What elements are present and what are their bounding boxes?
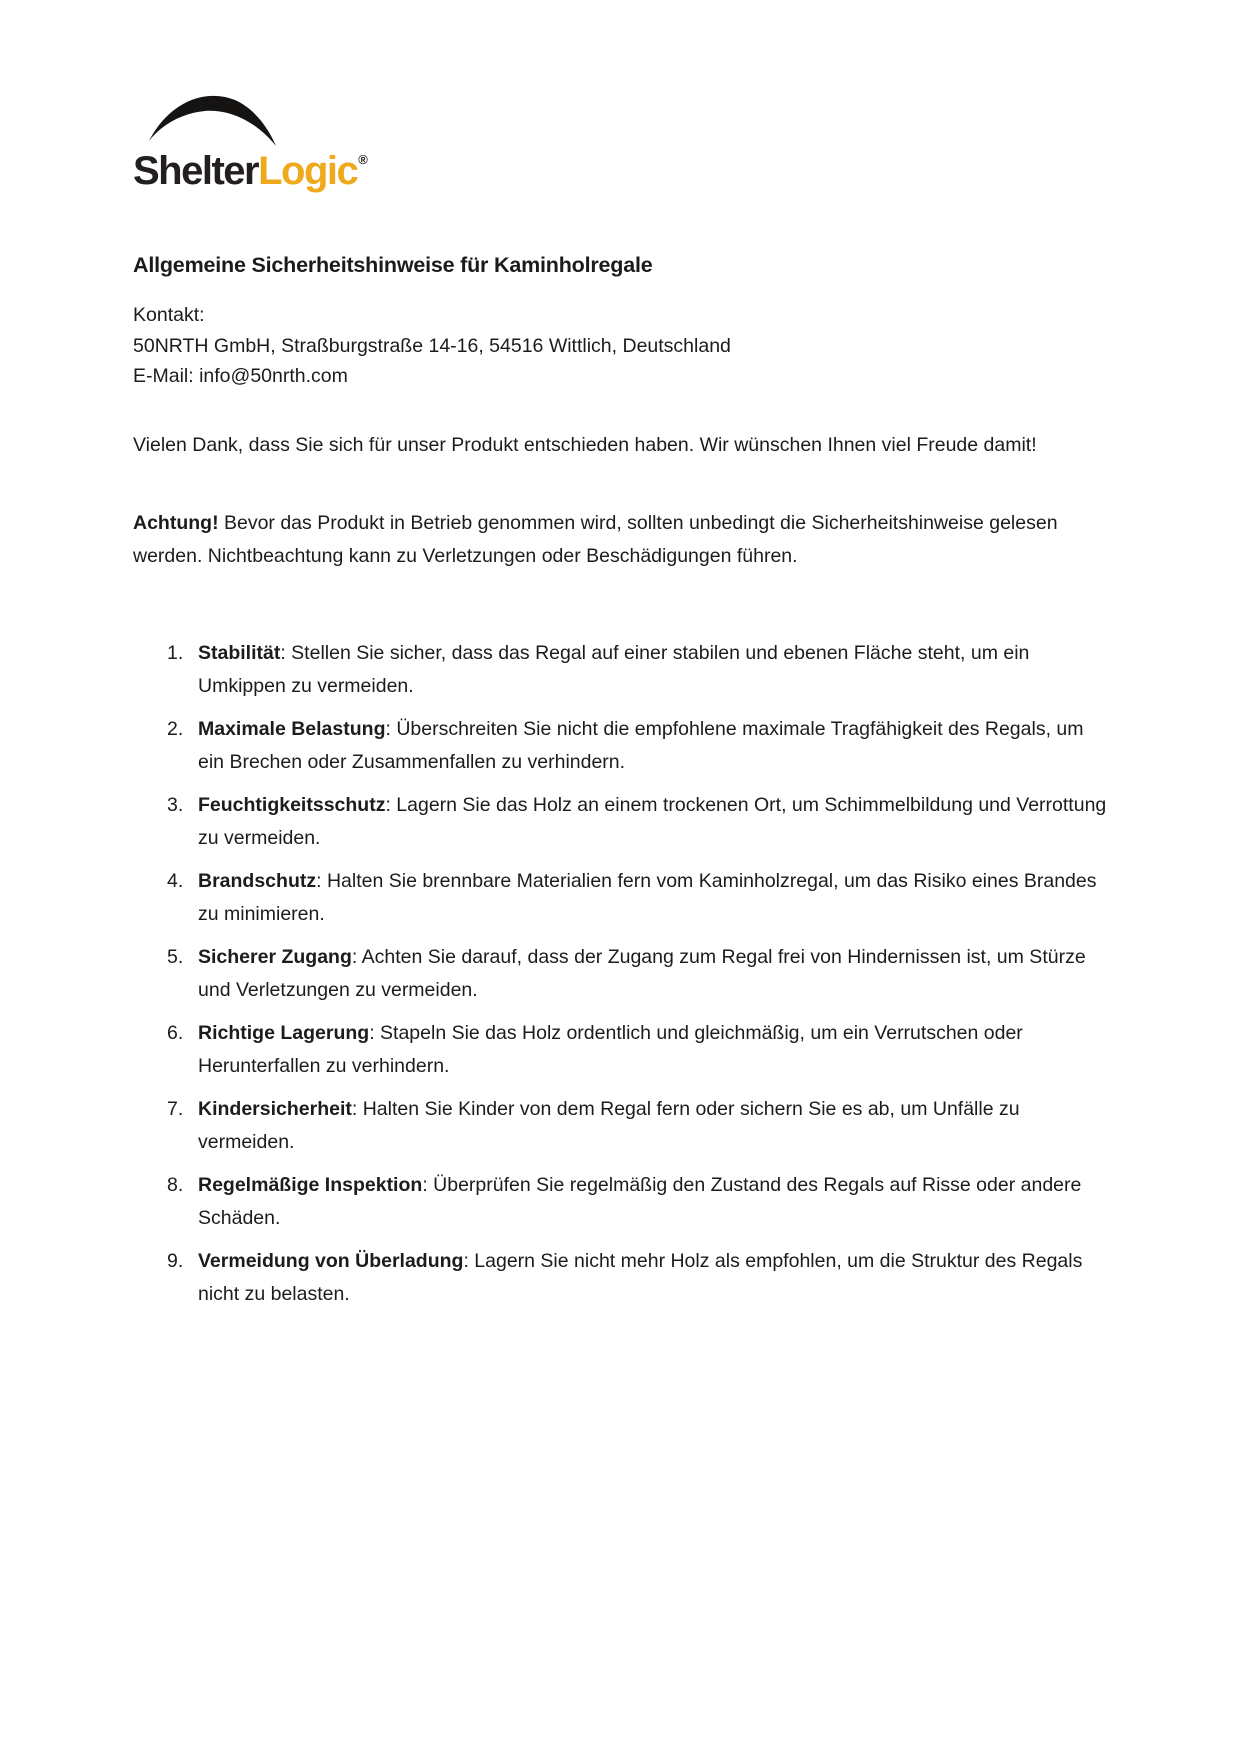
- safety-item-text: [198, 865, 1110, 931]
- contact-email: E-Mail: info@50nrth.com: [133, 365, 348, 387]
- safety-term: Regelmäßige Inspektion: [198, 1173, 423, 1196]
- safety-description: : Stapeln Sie das Holz ordentlich und gleichmäßig, um ein Verrutschen oder Herunterfallen zu verhindern.: [198, 1021, 1023, 1077]
- list-number: 7.: [167, 1097, 184, 1120]
- list-number: 5.: [167, 945, 184, 968]
- safety-description: : Lagern Sie nicht mehr Holz als empfohlen, um die Struktur des Regals nicht zu belasten.: [198, 1249, 1083, 1305]
- safety-term: Sicherer Zugang: [198, 945, 352, 968]
- list-number: 4.: [167, 869, 184, 892]
- safety-item-text: [198, 1245, 1110, 1311]
- safety-item-text: [198, 1017, 1110, 1083]
- page-title: Allgemeine Sicherheitshinweise für Kaminholregale: [133, 253, 653, 277]
- list-number: 2.: [167, 717, 184, 740]
- safety-item: [133, 1245, 1111, 1311]
- safety-list: [133, 637, 1111, 1311]
- shelterlogic-swoosh-icon: [149, 88, 277, 148]
- shelterlogic-wordmark: [133, 149, 368, 193]
- safety-description: : Lagern Sie das Holz an einem trockenen Ort, um Schimmelbildung und Verrottung zu vermeiden.: [198, 793, 1107, 849]
- safety-description: : Halten Sie brennbare Materialien fern vom Kaminholzregal, um das Risiko eines Brandes zu minimieren.: [198, 869, 1097, 925]
- list-number: 3.: [167, 793, 184, 816]
- list-number: 8.: [167, 1173, 184, 1196]
- contact-block: [133, 300, 1111, 392]
- safety-item-text: [198, 789, 1110, 855]
- safety-item-text: [198, 713, 1110, 779]
- safety-item-text: [198, 941, 1110, 1007]
- safety-item: [133, 637, 1111, 703]
- safety-item: [133, 1169, 1111, 1235]
- warning-paragraph: [133, 507, 1111, 573]
- brand-name-shelter: Shelter: [133, 149, 259, 193]
- warning-label: Achtung!: [133, 511, 219, 534]
- contact-label: Kontakt:: [133, 304, 205, 326]
- safety-item-text: [198, 1169, 1110, 1235]
- contact-address: 50NRTH GmbH, Straßburgstraße 14-16, 54516 Wittlich, Deutschland: [133, 334, 731, 357]
- safety-item: [133, 789, 1111, 855]
- safety-term: Brandschutz: [198, 869, 317, 892]
- safety-term: Feuchtigkeitsschutz: [198, 793, 386, 816]
- safety-item-text: [198, 637, 1110, 703]
- safety-description: : Halten Sie Kinder von dem Regal fern oder sichern Sie es ab, um Unfälle zu vermeiden.: [198, 1097, 1020, 1153]
- safety-item: [133, 865, 1111, 931]
- list-number: 6.: [167, 1021, 184, 1044]
- intro-paragraph: Vielen Dank, dass Sie sich für unser Produkt entschieden haben. Wir wünschen Ihnen viel Freude damit!: [133, 433, 1037, 456]
- shelterlogic-logo: [133, 88, 368, 193]
- safety-term: Richtige Lagerung: [198, 1021, 370, 1044]
- safety-description: : Achten Sie darauf, dass der Zugang zum Regal frei von Hindernissen ist, um Stürze und Verletzungen zu vermeiden.: [198, 945, 1086, 1001]
- warning-text: Bevor das Produkt in Betrieb genommen wird, sollten unbedingt die Sicherheitshinweise gelesen werden. Nichtbeachtung kann zu Verletzungen oder Beschädigungen führen.: [133, 511, 1058, 567]
- safety-item: [133, 941, 1111, 1007]
- safety-description: : Überprüfen Sie regelmäßig den Zustand des Regals auf Risse oder andere Schäden.: [198, 1173, 1082, 1229]
- safety-item: [133, 1093, 1111, 1159]
- safety-description: : Überschreiten Sie nicht die empfohlene maximale Tragfähigkeit des Regals, um ein Brechen oder Zusammenfallen zu verhindern.: [198, 717, 1084, 773]
- safety-term: Kindersicherheit: [198, 1097, 352, 1120]
- safety-term: Maximale Belastung: [198, 717, 386, 740]
- brand-name-logic: Logic: [258, 149, 358, 193]
- safety-description: : Stellen Sie sicher, dass das Regal auf einer stabilen und ebenen Fläche steht, um ein Umkippen zu vermeiden.: [198, 641, 1030, 697]
- safety-term: Stabilität: [198, 641, 281, 664]
- list-number: 1.: [167, 641, 184, 664]
- safety-item: [133, 1017, 1111, 1083]
- safety-item: [133, 713, 1111, 779]
- safety-term: Vermeidung von Überladung: [198, 1249, 464, 1272]
- safety-item-text: [198, 1093, 1110, 1159]
- list-number: 9.: [167, 1249, 184, 1272]
- registered-trademark-symbol: ®: [358, 152, 368, 167]
